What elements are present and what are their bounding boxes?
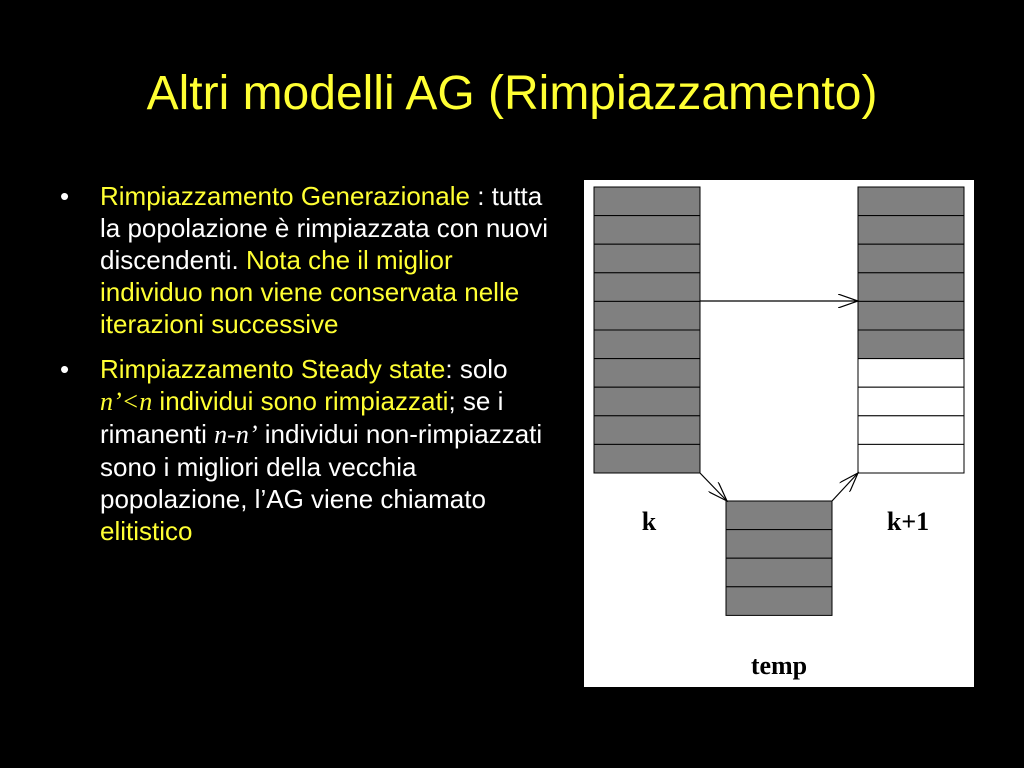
k-stack-row-2 — [594, 216, 700, 245]
arrow-temp-to-k1 — [832, 473, 858, 501]
replacement-diagram-svg — [584, 180, 974, 687]
temp-stack-row-1 — [726, 501, 832, 530]
k-stack-row-6 — [594, 330, 700, 359]
label-temp: temp — [750, 651, 808, 680]
steady-text-1: : solo — [445, 354, 508, 384]
replacement-diagram — [584, 180, 974, 687]
k1-stack-row-2 — [858, 216, 964, 245]
k-stack-row-5 — [594, 301, 700, 330]
temp-stack-row-4 — [726, 587, 832, 616]
temp-stack-row-3 — [726, 558, 832, 587]
bullet-dot-icon: • — [60, 354, 70, 384]
temp-stack — [726, 501, 832, 615]
k-stack-row-1 — [594, 187, 700, 216]
bullet-generational — [58, 180, 558, 340]
term-steady-state: Rimpiazzamento Steady state — [100, 354, 446, 384]
steady-highlight-replaced: individui sono rimpiazzati — [152, 386, 449, 416]
generational-description: : tutta la popolazione è rimpiazzata con nuovi discendenti. — [100, 181, 549, 275]
arrow-k-to-temp — [700, 473, 727, 501]
label-k: k — [641, 507, 657, 536]
k1-stack-row-10 — [858, 444, 964, 473]
k1-stack-row-1 — [858, 187, 964, 216]
k1-stack-row-5 — [858, 301, 964, 330]
math-n-prime-less-n: n’<n — [100, 387, 153, 416]
k-stack-row-7 — [594, 359, 700, 388]
generational-note: Nota che il miglior individuo non viene conservata nelle iterazioni successive — [100, 245, 520, 339]
bullet-list — [58, 180, 558, 560]
population-k-stack — [594, 187, 700, 473]
label-k1: k+1 — [886, 507, 930, 536]
slide-title: Altri modelli AG (Rimpiazzamento) — [146, 67, 878, 120]
k1-stack-row-3 — [858, 244, 964, 273]
steady-text-2: ; se i rimanenti — [100, 386, 504, 449]
k1-stack-row-8 — [858, 387, 964, 416]
math-n-minus-n-prime: n-n’ — [214, 420, 258, 449]
term-elitist: elitistico — [100, 516, 193, 546]
k1-stack-row-6 — [858, 330, 964, 359]
k-stack-row-4 — [594, 273, 700, 302]
k-stack-row-10 — [594, 444, 700, 473]
k-stack-row-9 — [594, 416, 700, 445]
k-stack-row-8 — [594, 387, 700, 416]
k1-stack-row-7 — [858, 359, 964, 388]
steady-text-3: individui non-rimpiazzati sono i migliori della vecchia popolazione, l’AG viene chiamato — [100, 419, 543, 514]
k1-stack-row-4 — [858, 273, 964, 302]
k1-stack-row-9 — [858, 416, 964, 445]
bullet-steady-state — [58, 353, 558, 547]
temp-stack-row-2 — [726, 530, 832, 559]
k-stack-row-3 — [594, 244, 700, 273]
population-k1-stack — [858, 187, 964, 473]
term-generational-replacement: Rimpiazzamento Generazionale — [100, 181, 470, 211]
bullet-dot-icon: • — [60, 181, 70, 211]
